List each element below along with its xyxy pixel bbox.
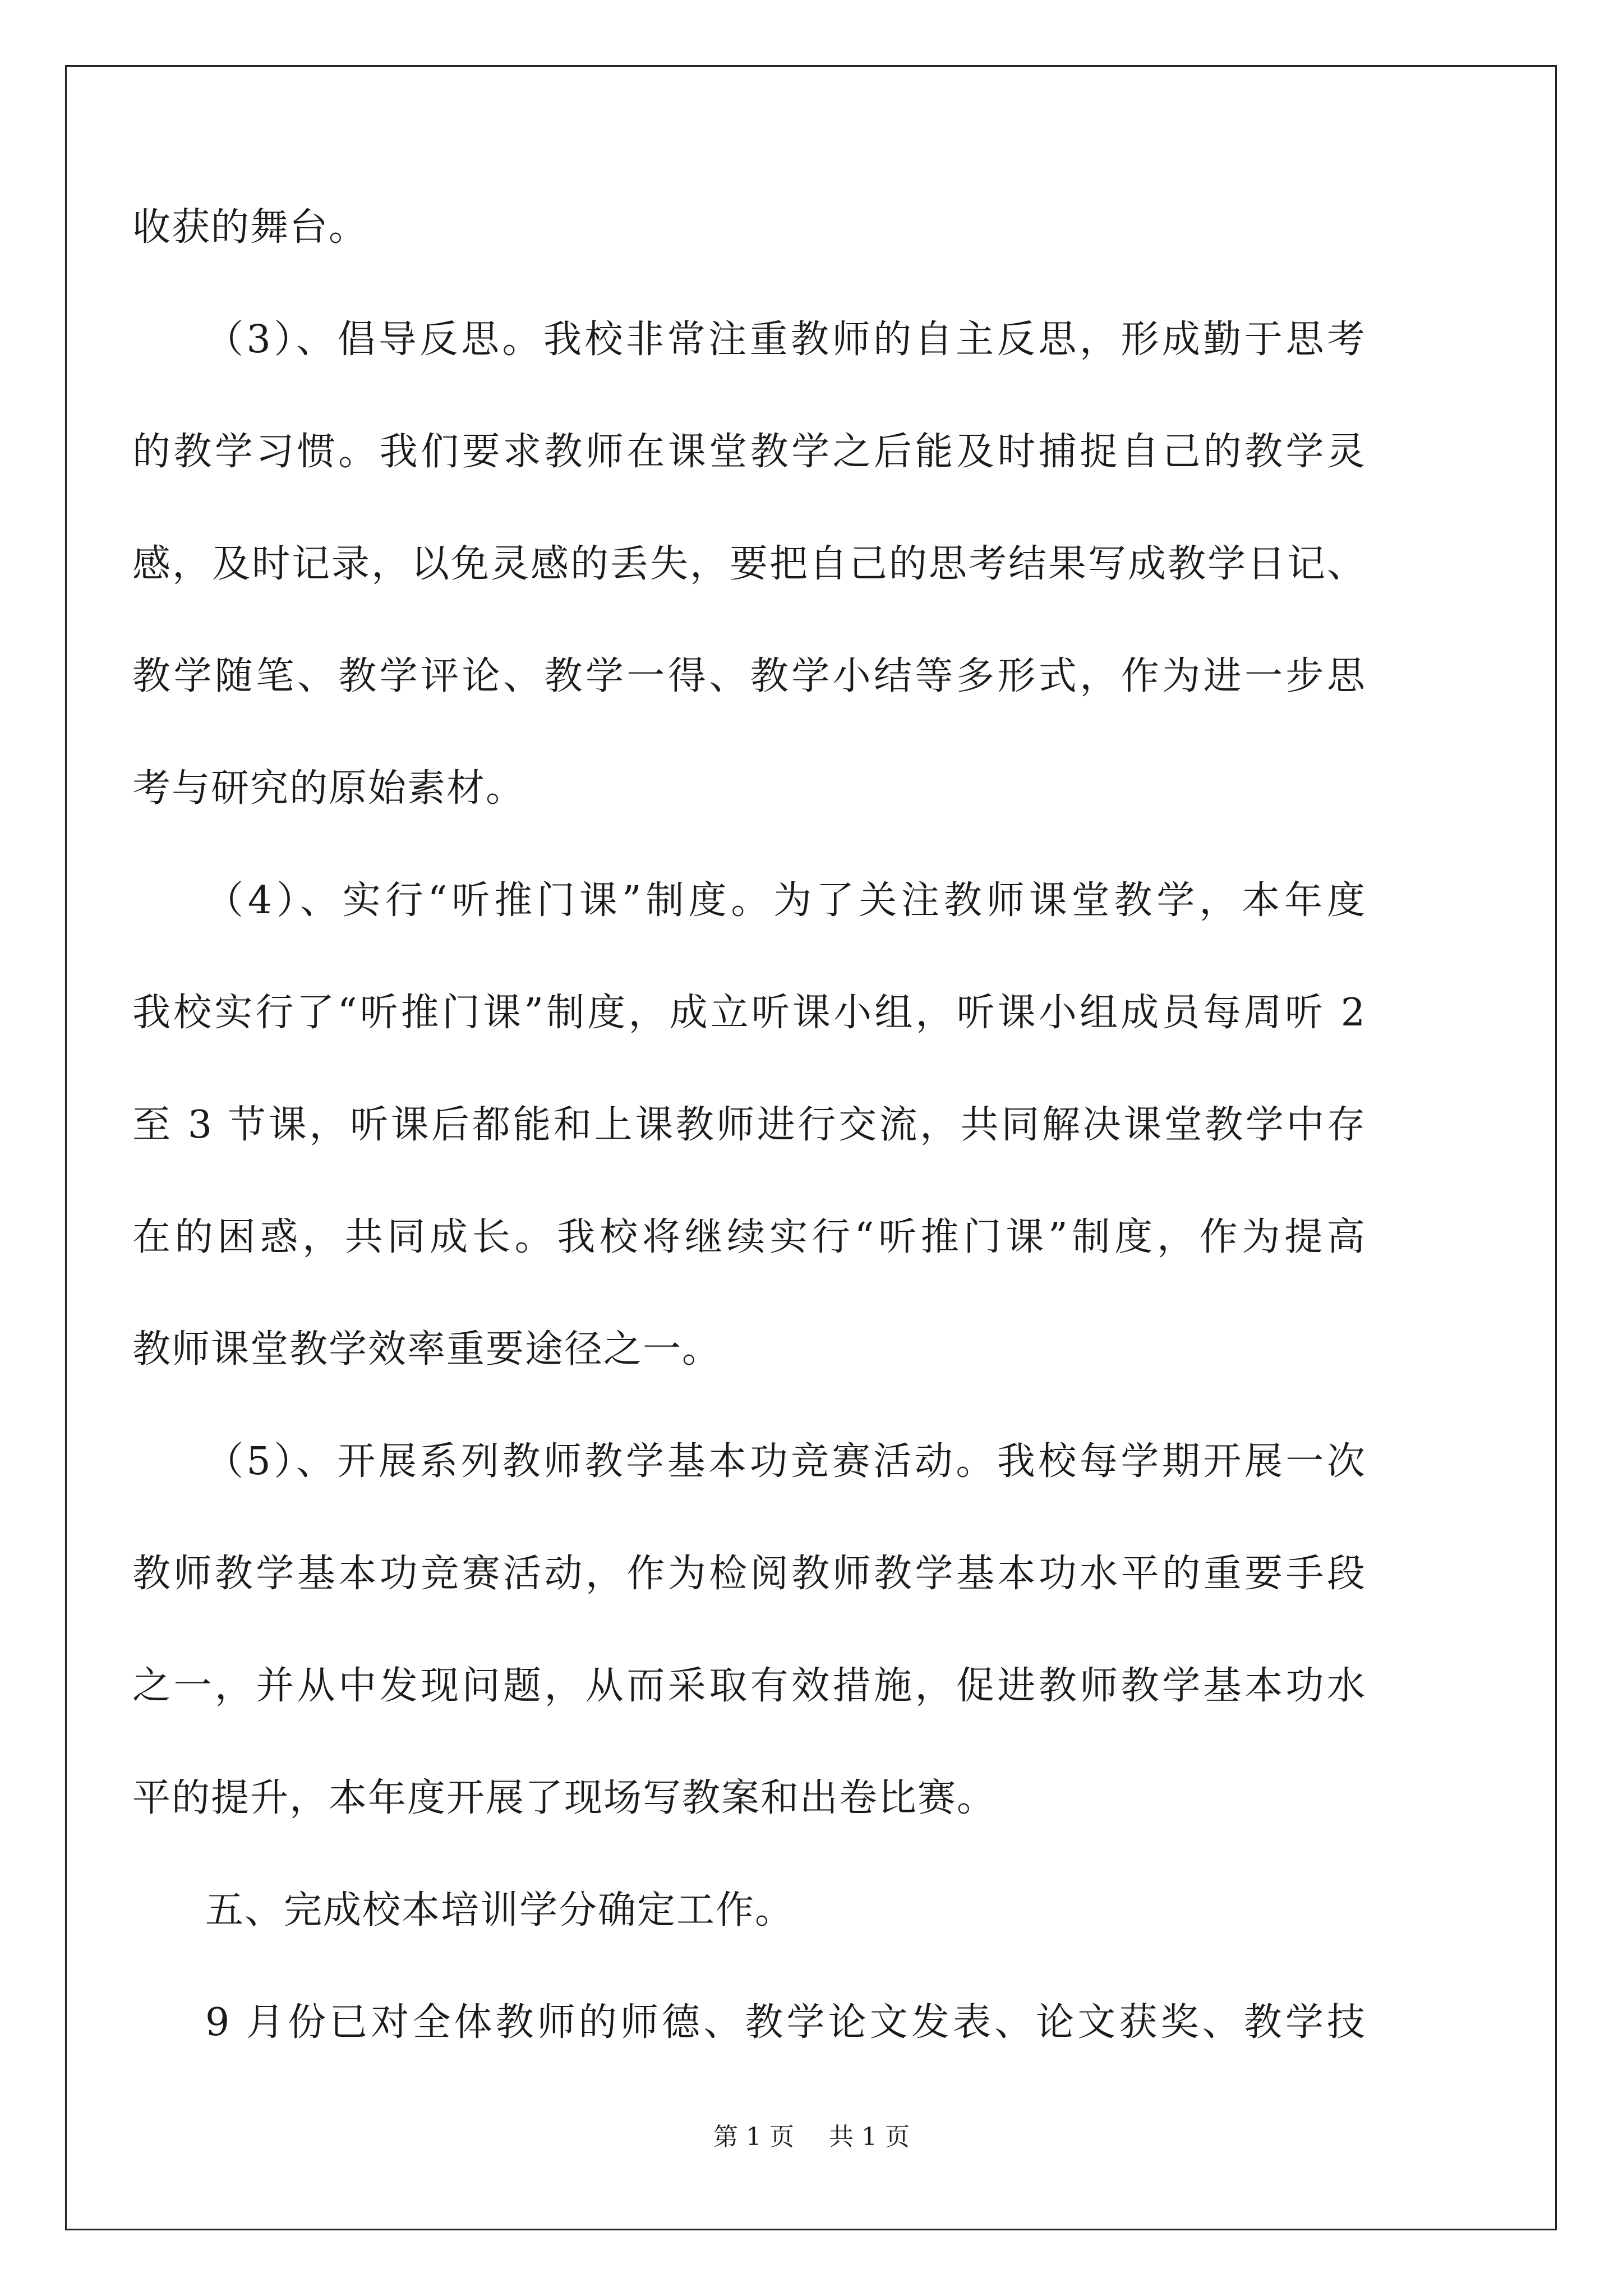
text-line: 教师课堂教学效率重要途径之一。 (132, 1327, 722, 1372)
text-line: （4）、实行“听推门课”制度。为了关注教师课堂教学，本年度 (205, 878, 1366, 923)
page-number: 第 1 页 (713, 2123, 794, 2151)
text-line: 教学随笔、教学评论、教学一得、教学小结等多形式，作为进一步思 (132, 654, 1366, 698)
text-line: 收获的舞台。 (132, 205, 368, 250)
text-line: 9 月份已对全体教师的师德、教学论文发表、论文获奖、教学技 (205, 2000, 1366, 2045)
text-line: （5）、开展系列教师教学基本功竞赛活动。我校每学期开展一次 (205, 1439, 1366, 1484)
text-line: 在的困惑，共同成长。我校将继续实行“听推门课”制度，作为提高 (132, 1215, 1366, 1259)
text-line: 的教学习惯。我们要求教师在课堂教学之后能及时捕捉自己的教学灵 (132, 430, 1366, 474)
text-line: 之一，并从中发现问题，从而采取有效措施，促进教师教学基本功水 (132, 1664, 1366, 1708)
text-line: 教师教学基本功竞赛活动，作为检阅教师教学基本功水平的重要手段 (132, 1552, 1366, 1596)
text-line: （3）、倡导反思。我校非常注重教师的自主反思，形成勤于思考 (205, 318, 1366, 362)
page-footer (0, 2120, 1623, 2154)
text-line: 至 3 节课，听课后都能和上课教师进行交流，共同解决课堂教学中存 (132, 1103, 1366, 1147)
section-heading: 五、完成校本培训学分确定工作。 (205, 1888, 795, 1932)
text-line: 考与研究的原始素材。 (132, 766, 525, 811)
text-line: 我校实行了“听推门课”制度，成立听课小组，听课小组成员每周听 2 (132, 991, 1366, 1035)
text-line: 平的提升，本年度开展了现场写教案和出卷比赛。 (132, 1776, 997, 1820)
page-total: 共 1 页 (829, 2123, 910, 2151)
text-line: 感，及时记录，以免灵感的丢失，要把自己的思考结果写成教学日记、 (132, 542, 1366, 586)
